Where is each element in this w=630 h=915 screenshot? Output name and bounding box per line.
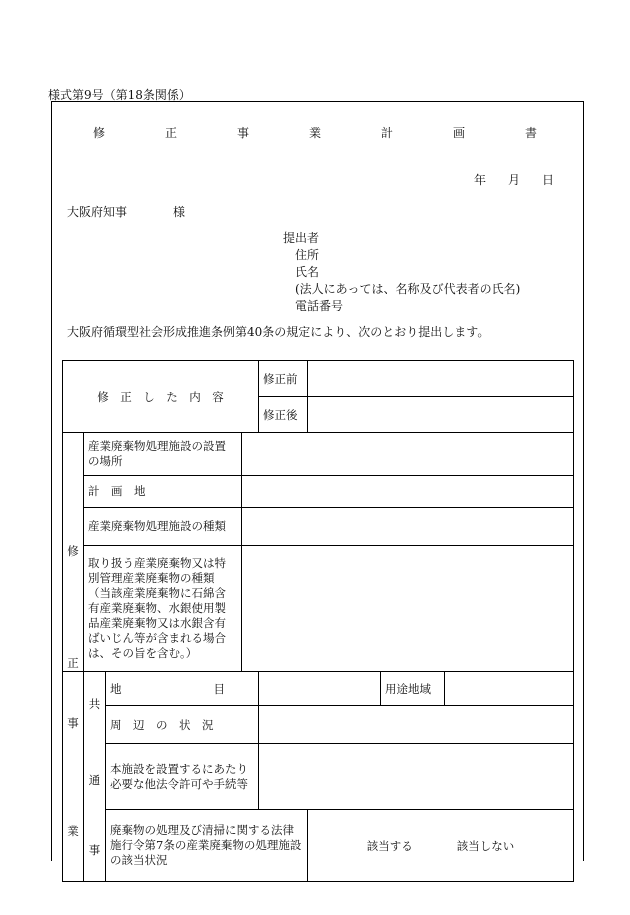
date-line — [474, 171, 554, 188]
applicability-label: 廃棄物の処理及び清掃に関する法律施行令第7条の産業廃棄物の処理施設の該当状況 — [106, 810, 308, 882]
waste-types-label: 取り扱う産業廃棄物又は特別管理産業廃棄物の種類（当該産業廃棄物に石綿含有産業廃棄物、水銀使用製品産業廃棄物又は水銀含有ばいじん等が含まれる場合は、その旨を含む。） — [84, 545, 242, 671]
date-day: 日 — [542, 173, 555, 187]
applicability-options — [308, 810, 574, 882]
submitter-block — [283, 230, 520, 315]
zoning-label: 用途地域 — [381, 672, 445, 706]
vertical-label-jigyo: 事 業 — [63, 672, 84, 882]
other-permits-value[interactable] — [259, 744, 574, 810]
waste-types-value[interactable] — [242, 545, 574, 671]
facility-type-label: 産業廃棄物処理施設の種類 — [84, 507, 242, 545]
date-year: 年 — [474, 173, 487, 187]
land-category-label: 地 目 — [106, 672, 259, 706]
applicable-option[interactable]: 該当する — [366, 838, 413, 853]
statement: 大阪府循環型社会形成推進条例第40条の規定により、次のとおり提出します。 — [67, 325, 490, 339]
land-category-value[interactable] — [259, 672, 381, 706]
submitter-address: 住所 — [295, 248, 320, 262]
submitter-name: 氏名 — [295, 265, 320, 279]
modified-content-label: 修 正 し た 内 容 — [63, 361, 259, 433]
after-value[interactable] — [308, 397, 574, 433]
before-value[interactable] — [308, 361, 574, 397]
after-label: 修正後 — [259, 397, 308, 433]
facility-location-value[interactable] — [242, 433, 574, 476]
addressee-honorific: 様 — [173, 205, 186, 219]
form-number: 様式第9号（第18条関係） — [48, 88, 191, 102]
planned-site-label: 計 画 地 — [84, 475, 242, 507]
planned-site-value[interactable] — [242, 475, 574, 507]
surroundings-label: 周 辺 の 状 況 — [106, 706, 259, 744]
addressee — [67, 203, 185, 220]
vertical-label-shu: 修 正 — [63, 433, 84, 672]
addressee-name: 大阪府知事 — [67, 205, 128, 219]
zoning-value[interactable] — [445, 672, 574, 706]
document-title: 修 正 事 業 計 画 書 — [92, 126, 561, 140]
submitter-label: 提出者 — [283, 231, 320, 245]
surroundings-value[interactable] — [259, 706, 574, 744]
vertical-label-kyotsu: 共 通 事 — [84, 672, 106, 882]
facility-location-label: 産業廃棄物処理施設の設置の場所 — [84, 433, 242, 476]
submitter-corporate-note: (法人にあっては、名称及び代表者の氏名) — [295, 282, 521, 296]
not-applicable-option[interactable]: 該当しない — [456, 838, 515, 853]
facility-type-value[interactable] — [242, 507, 574, 545]
before-label: 修正前 — [259, 361, 308, 397]
submitter-phone: 電話番号 — [295, 299, 344, 313]
date-month: 月 — [508, 173, 521, 187]
plan-table — [62, 360, 574, 882]
other-permits-label: 本施設を設置するにあたり必要な他法令許可や手続等 — [106, 744, 259, 810]
